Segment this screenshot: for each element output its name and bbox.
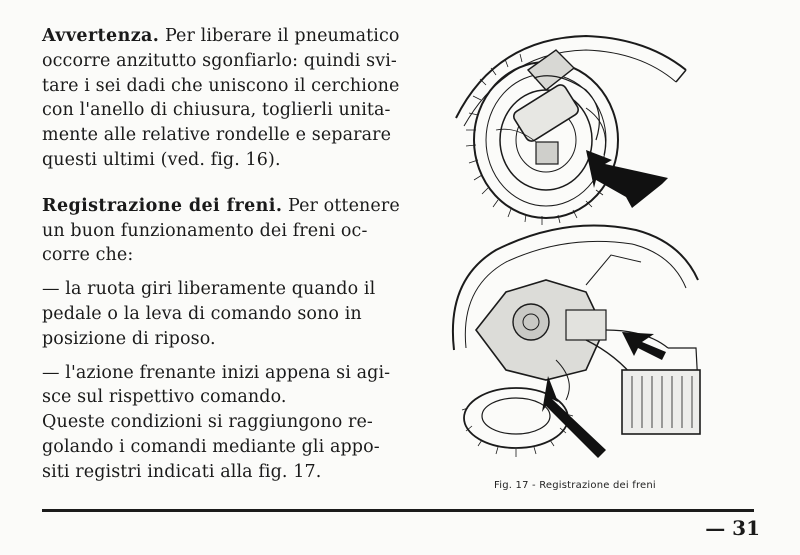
text-column (42, 24, 400, 485)
arrow-marker-side (622, 332, 666, 360)
footer-rule (42, 509, 754, 512)
paragraph-line: questi ultimi (ved. fig. 16). (42, 149, 281, 170)
paragraph-line: posizione di riposo. (42, 328, 216, 349)
figure-caption: Fig. 17 - Registrazione dei freni (494, 480, 656, 491)
paragraph-line: Avvertenza. Per liberare il pneumatico (42, 26, 400, 46)
paragraph-line: un buon funzionamento dei freni oc- (42, 220, 368, 241)
paragraph-line: con l'anello di chiusura, toglierli unita- (42, 100, 391, 121)
paragraph-line: corre che: (42, 245, 134, 266)
paragraph-line: pedale o la leva di comando sono in (42, 303, 362, 324)
paragraph-line: mente alle relative rondelle e separare (42, 125, 392, 146)
paragraph-line: sce sul rispettivo comando. (42, 387, 287, 408)
condition-item-2 (42, 361, 392, 411)
arrow-marker-upper (586, 150, 668, 208)
paragraph-heading-avvertenza: Avvertenza. (42, 26, 160, 46)
paragraph-line: tare i sei dadi che uniscono il cerchione (42, 75, 400, 96)
brake-illustration (436, 30, 712, 458)
figure-illustrations (436, 30, 712, 458)
paragraph-avvertenza (42, 24, 400, 173)
paragraph-line: — l'azione frenante inizi appena si agi- (42, 362, 391, 383)
paragraph-condizioni (42, 410, 392, 484)
paragraph-line: Queste condizioni si raggiungono re- (42, 412, 373, 433)
condition-item-1 (42, 277, 392, 351)
paragraph-line: occorre anzitutto sgonfiarlo: quindi svi- (42, 50, 397, 71)
arrow-marker-lower (542, 376, 606, 458)
page-number: — 31 (705, 516, 760, 540)
paragraph-line: siti registri indicati alla fig. 17. (42, 461, 322, 482)
paragraph-line: — la ruota giri liberamente quando il (42, 279, 376, 300)
wheel-drum-illustration (456, 36, 686, 225)
paragraph-line: Registrazione dei freni. Per ottenere (42, 195, 400, 216)
paragraph-heading-registrazione: Registrazione dei freni. (42, 195, 283, 216)
paragraph-registrazione (42, 194, 400, 268)
paragraph-line: golando i comandi mediante gli appo- (42, 436, 380, 457)
